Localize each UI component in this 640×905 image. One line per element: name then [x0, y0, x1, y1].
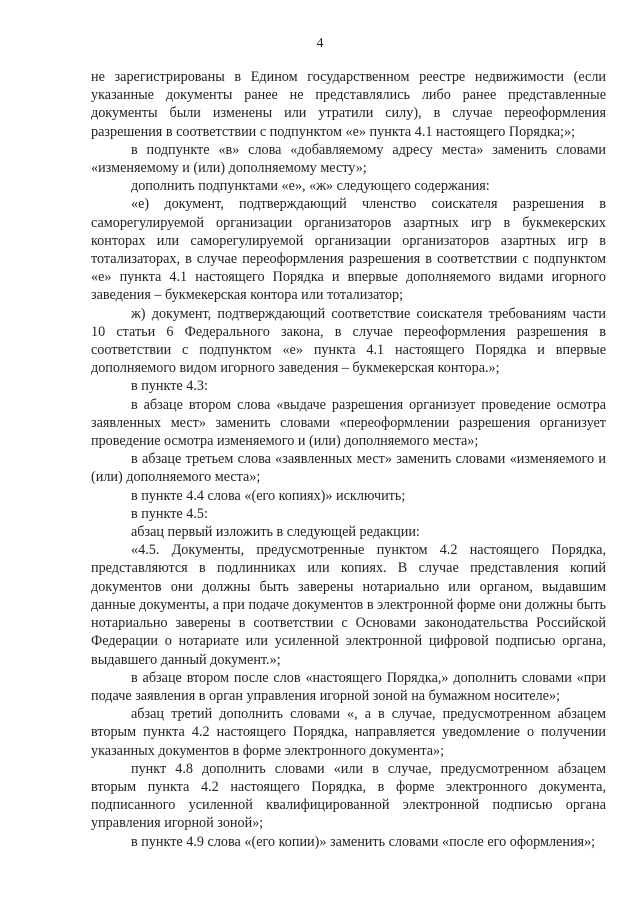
paragraph-item-4-8: пункт 4.8 дополнить словами «или в случае, предусмотренном абзацем вторым пункта 4.2 настоящего Порядка, в форме электронного документа, подписанного усиленной квалифицированной электронной подписью органа управления игорной зоной»;: [91, 760, 606, 832]
paragraph-item-4-4: в пункте 4.4 слова «(его копиях)» исключить;: [131, 487, 406, 504]
paragraph-subitem-e: «е) документ, подтверждающий членство соискателя разрешения в саморегулируемой организации организаторов азартных игр в букмекерских конторах или саморегулируемой организации организаторов азартных игр в тотализаторах, в случае переоформления разрешения в соответствии с подпунктом «е» пункта 4.1 настоящего Порядка и впервые дополняемого видами игорного заведения – букмекерская контора или тотализатор;: [91, 196, 606, 304]
paragraph-item-4-5-new-text: «4.5. Документы, предусмотренные пунктом 4.2 настоящего Порядка, представляются в подлинниках или копиях. В случае представления копий документов они должны быть заверены нотариально или органом, выдавшим данные документы, а при подаче документов в электронной форме они должны быть нотариально заверены в соответствии с Основами законодательства Российской Федерации о нотариате или усиленной электронной цифровой подписью органа, выдавшего данный документ.»;: [91, 542, 606, 668]
paragraph-item-4-3-third: в абзаце третьем слова «заявленных мест» заменить словами «изменяемого и (или) дополняемого места»;: [91, 451, 606, 486]
paragraph-item-4-5: в пункте 4.5:: [131, 505, 208, 522]
paragraph-item-4-3-second: в абзаце втором слова «выдаче разрешения организует проведение осмотра заявленных мест» заменить словами «переоформлении разрешения организует проведение осмотра изменяемого и (или) дополняемого места»;: [91, 396, 606, 450]
paragraph-item-4-5-second: в абзаце втором после слов «настоящего Порядка,» дополнить словами «при подаче заявления в орган управления игорной зоной на бумажном носителе»;: [91, 669, 606, 704]
paragraph-item-4-3: в пункте 4.3:: [131, 378, 208, 395]
paragraph-add-subitems: дополнить подпунктами «е», «ж» следующего содержания:: [131, 178, 490, 195]
paragraph-item-4-5-first-intro: абзац первый изложить в следующей редакции:: [131, 524, 420, 541]
paragraph-subitem-v-amendment: в подпункте «в» слова «добавляемому адресу места» заменить словами «изменяемому и (или) дополняемому месту»;: [91, 141, 606, 177]
document-body: [91, 68, 606, 851]
paragraph-continuation: не зарегистрированы в Едином государственном реестре недвижимости (если указанные документы ранее не представлялись либо ранее представленные документы были изменены или утратили силу), в случае переоформления разрешения в соответствии с подпунктом «е» пункта 4.1 настоящего Порядка;»;: [91, 69, 606, 140]
paragraph-item-4-5-third: абзац третий дополнить словами «, а в случае, предусмотренном абзацем вторым пункта 4.2 настоящего Порядка, направляется уведомление о получении указанных документов в форме электронного документа»;: [91, 706, 606, 759]
page-number: 4: [316, 36, 324, 51]
paragraph-item-4-9: в пункте 4.9 слова «(его копии)» заменить словами «после его оформления»;: [131, 833, 596, 850]
paragraph-subitem-zh: ж) документ, подтверждающий соответствие соискателя требованиям части 10 статьи 6 Федерального закона, в случае переоформления разрешения в соответствии с подпунктом «е» пункта 4.1 настоящего Порядка и впервые дополняемого видом игорного заведения – букмекерская контора.»;: [91, 305, 606, 377]
